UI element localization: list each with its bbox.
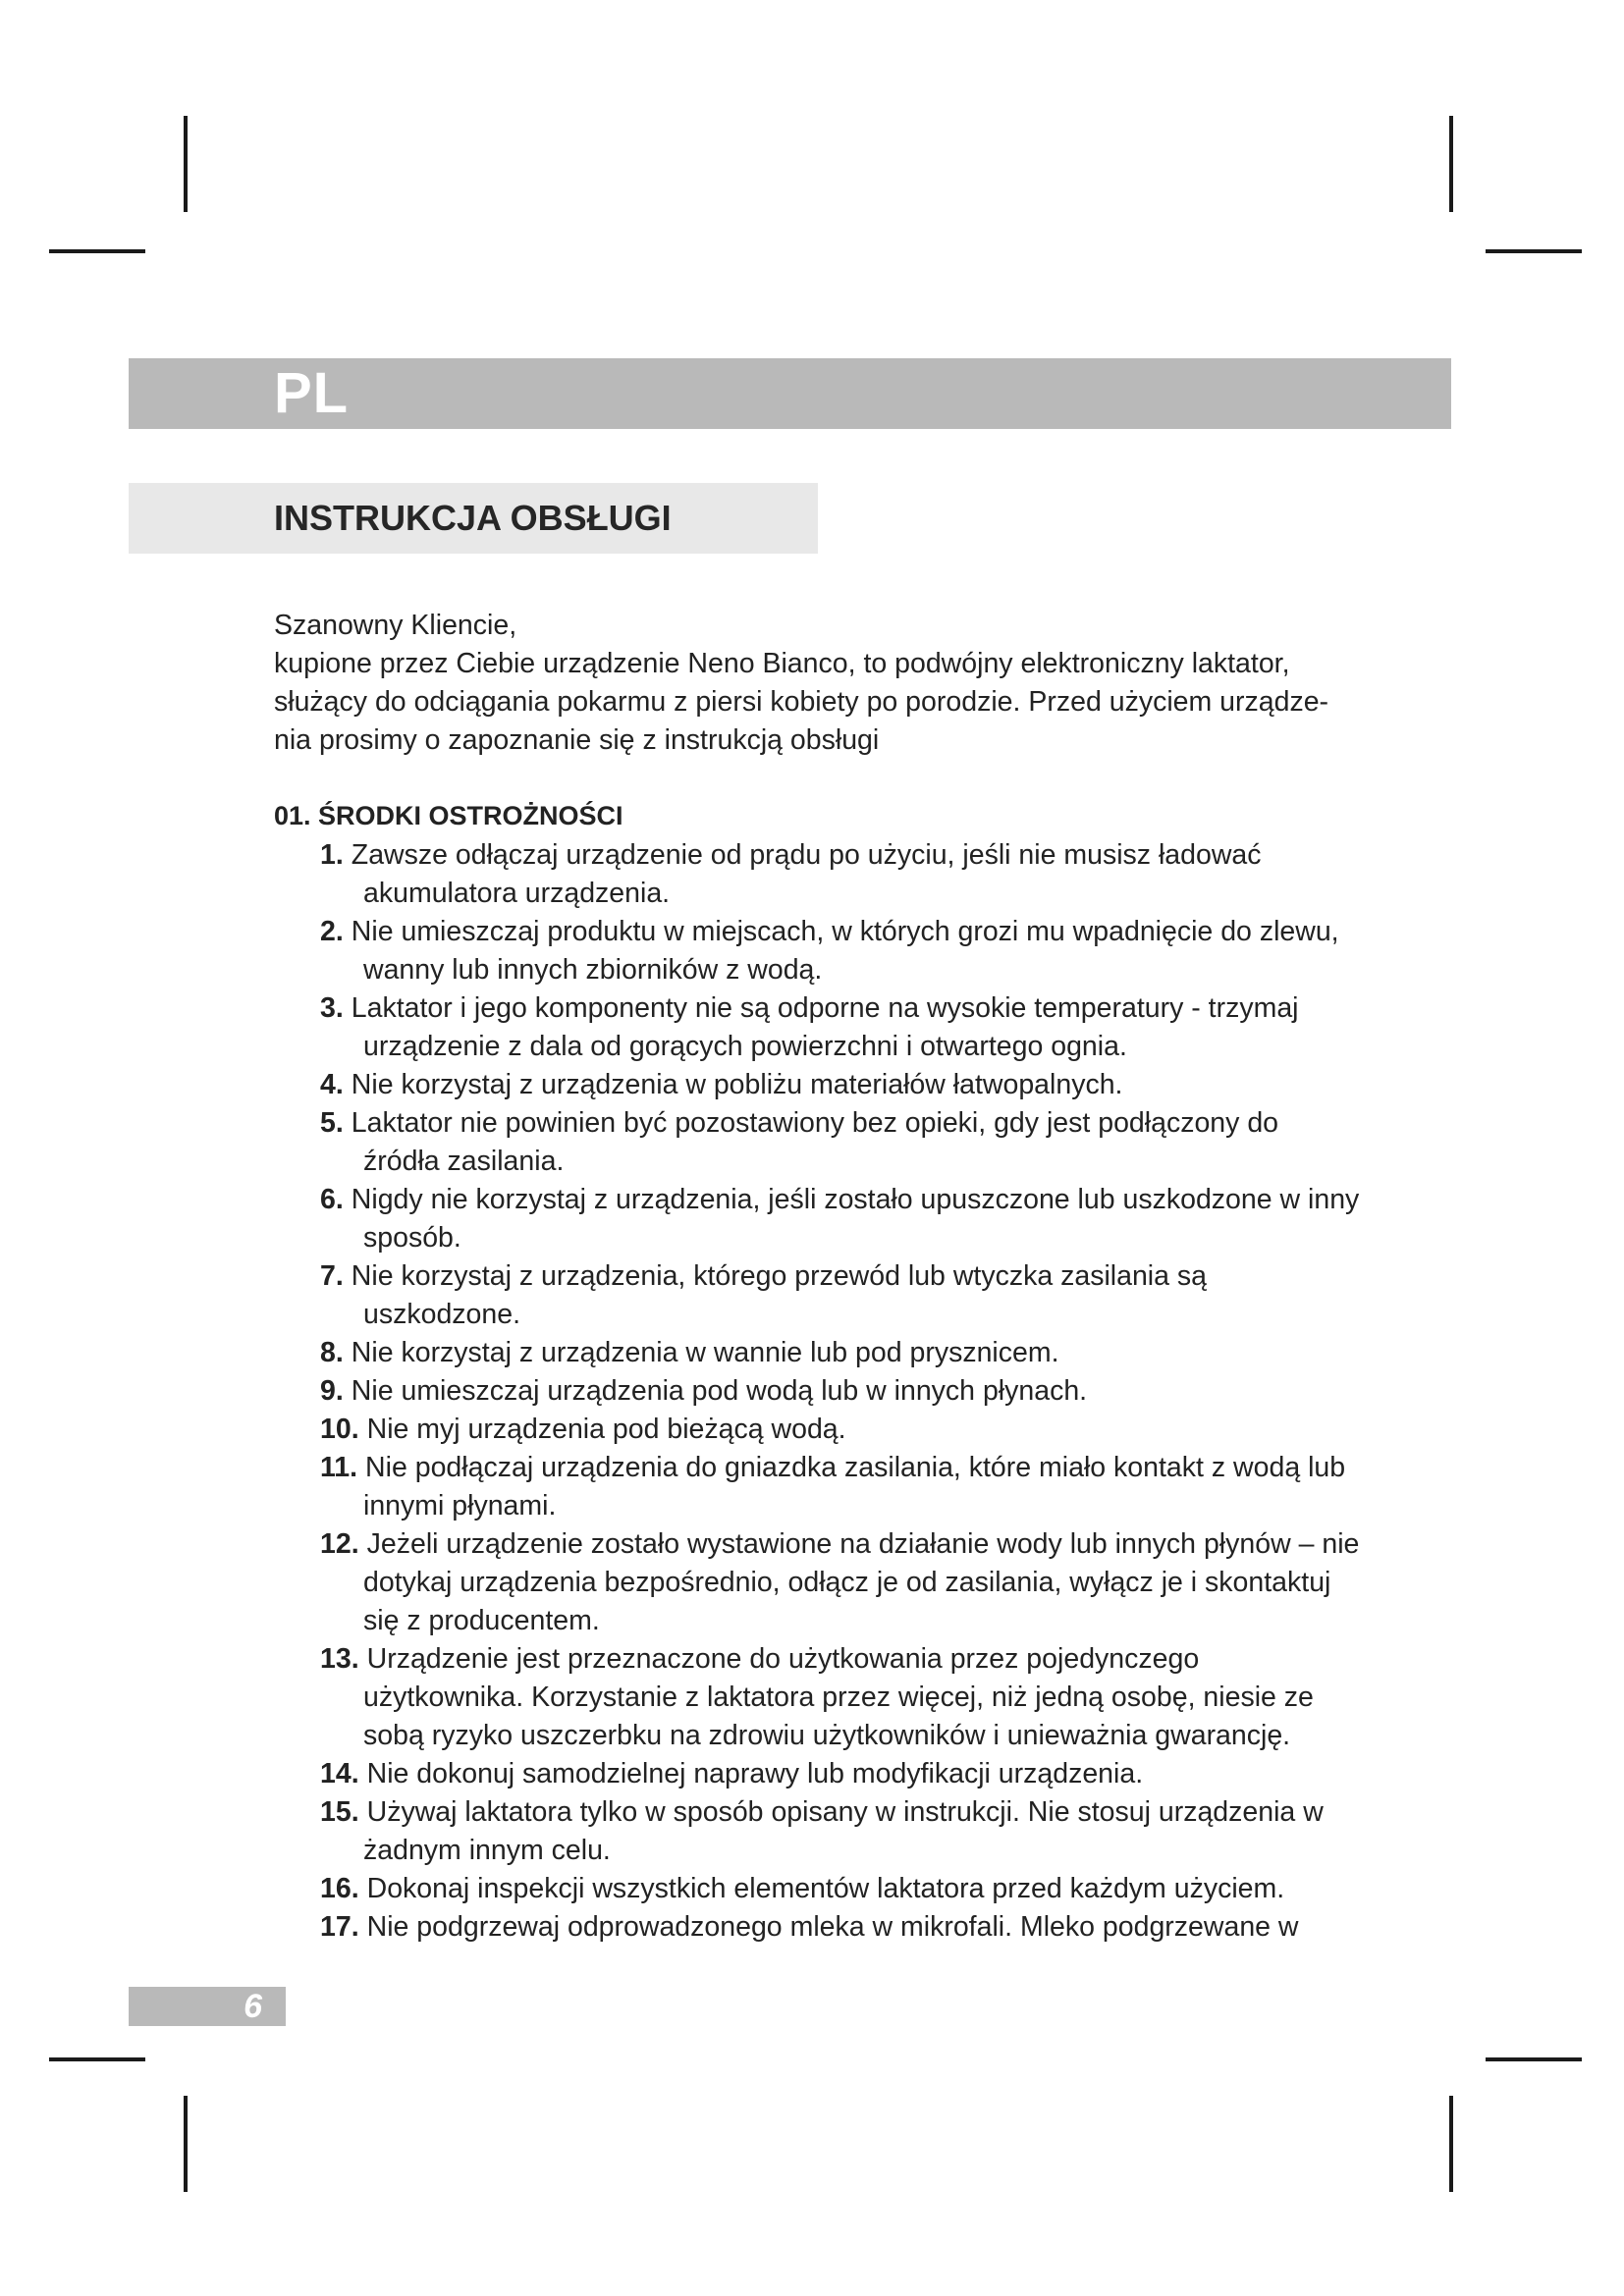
intro-greeting: Szanowny Kliencie, [274,610,517,641]
item-number: 2. [320,916,344,947]
item-text: Laktator nie powinien być pozostawiony bez opieki, gdy jest podłączony do źródła zasilania. [351,1107,1279,1177]
item-number: 12. [320,1528,359,1560]
crop-mark-bottom-right-horizontal [1486,2057,1582,2061]
item-number: 6. [320,1184,344,1215]
list-item [320,1411,1361,1449]
list-item [320,1257,1361,1334]
section-heading: 01. ŚRODKI OSTROŻNOŚCI [274,801,623,830]
item-text: Urządzenie jest przeznaczone do użytkowania przez pojedynczego użytkownika. Korzystanie z laktatora przez więcej, niż jedną osobę, niesie ze sobą ryzyko uszczerbku na zdrowiu użytkowników i unieważnia gwarancję. [363,1643,1314,1751]
intro-paragraph [274,607,1393,760]
list-item [320,1449,1361,1525]
crop-mark-bottom-left-horizontal [49,2057,145,2061]
item-number: 9. [320,1375,344,1407]
list-item [320,836,1361,913]
item-number: 17. [320,1911,359,1943]
item-text: Używaj laktatora tylko w sposób opisany w instrukcji. Nie stosuj urządzenia w żadnym innym celu. [363,1796,1324,1866]
item-number: 7. [320,1260,344,1292]
item-text: Nie umieszczaj urządzenia pod wodą lub w innych płynach. [351,1375,1088,1407]
list-item [320,1870,1361,1908]
item-text: Nie umieszczaj produktu w miejscach, w których grozi mu wpadnięcie do zlewu, wanny lub innych zbiorników z wodą. [351,916,1339,986]
item-number: 14. [320,1758,359,1789]
item-text: Dokonaj inspekcji wszystkich elementów laktatora przed każdym użyciem. [366,1873,1285,1904]
item-number: 8. [320,1337,344,1368]
item-number: 5. [320,1107,344,1139]
page-title: INSTRUKCJA OBSŁUGI [274,498,672,538]
item-text: Nie korzystaj z urządzenia, którego przewód lub wtyczka zasilania są uszkodzone. [351,1260,1208,1330]
list-item [320,913,1361,989]
list-item [320,1372,1361,1411]
list-item [320,1104,1361,1181]
item-number: 13. [320,1643,359,1675]
item-number: 1. [320,839,344,871]
item-text: Nigdy nie korzystaj z urządzenia, jeśli zostało upuszczone lub uszkodzone w inny sposób. [351,1184,1360,1254]
item-number: 4. [320,1069,344,1100]
item-text: Jeżeli urządzenie zostało wystawione na działanie wody lub innych płynów – nie dotykaj urządzenia bezpośrednio, odłącz je od zasilania, wyłącz je i skontaktuj się z producentem. [363,1528,1360,1636]
language-bar [129,358,1451,429]
precautions-list [320,836,1361,1947]
list-item [320,1908,1361,1947]
item-number: 3. [320,992,344,1024]
page-number-badge [129,1987,286,2026]
item-text: Zawsze odłączaj urządzenie od prądu po użyciu, jeśli nie musisz ładować akumulatora urządzenia. [351,839,1262,909]
crop-mark-bottom-right-vertical [1449,2096,1453,2192]
page-number: 6 [244,1988,262,2025]
intro-line: kupione przez Ciebie urządzenie Neno Bianco, to podwójny elektroniczny laktator, [274,648,1290,679]
crop-mark-top-left-vertical [184,116,188,212]
list-item [320,1066,1361,1104]
list-item [320,1793,1361,1870]
item-number: 10. [320,1414,359,1445]
crop-mark-top-left-horizontal [49,249,145,253]
language-code: PL [274,361,350,425]
crop-mark-top-right-vertical [1449,116,1453,212]
crop-mark-bottom-left-vertical [184,2096,188,2192]
item-text: Nie podgrzewaj odprowadzonego mleka w mikrofali. Mleko podgrzewane w [366,1911,1299,1943]
crop-mark-top-right-horizontal [1486,249,1582,253]
item-text: Nie myj urządzenia pod bieżącą wodą. [366,1414,846,1445]
item-text: Nie dokonuj samodzielnej naprawy lub modyfikacji urządzenia. [366,1758,1144,1789]
list-item [320,1525,1361,1640]
item-text: Nie korzystaj z urządzenia w wannie lub pod prysznicem. [351,1337,1059,1368]
list-item [320,1755,1361,1793]
intro-line: nia prosimy o zapoznanie się z instrukcją obsługi [274,724,880,756]
page-title-bar [129,483,818,554]
item-number: 16. [320,1873,359,1904]
item-text: Nie korzystaj z urządzenia w pobliżu materiałów łatwopalnych. [351,1069,1123,1100]
item-number: 15. [320,1796,359,1828]
list-item [320,1640,1361,1755]
list-item [320,1181,1361,1257]
item-text: Laktator i jego komponenty nie są odporne na wysokie temperatury - trzymaj urządzenie z dala od gorących powierzchni i otwartego ognia. [351,992,1299,1062]
item-text: Nie podłączaj urządzenia do gniazdka zasilania, które miało kontakt z wodą lub innymi płynami. [363,1452,1346,1522]
list-item [320,1334,1361,1372]
item-number: 11. [320,1452,358,1483]
list-item [320,989,1361,1066]
intro-line: służący do odciągania pokarmu z piersi kobiety po porodzie. Przed użyciem urządze- [274,686,1329,718]
